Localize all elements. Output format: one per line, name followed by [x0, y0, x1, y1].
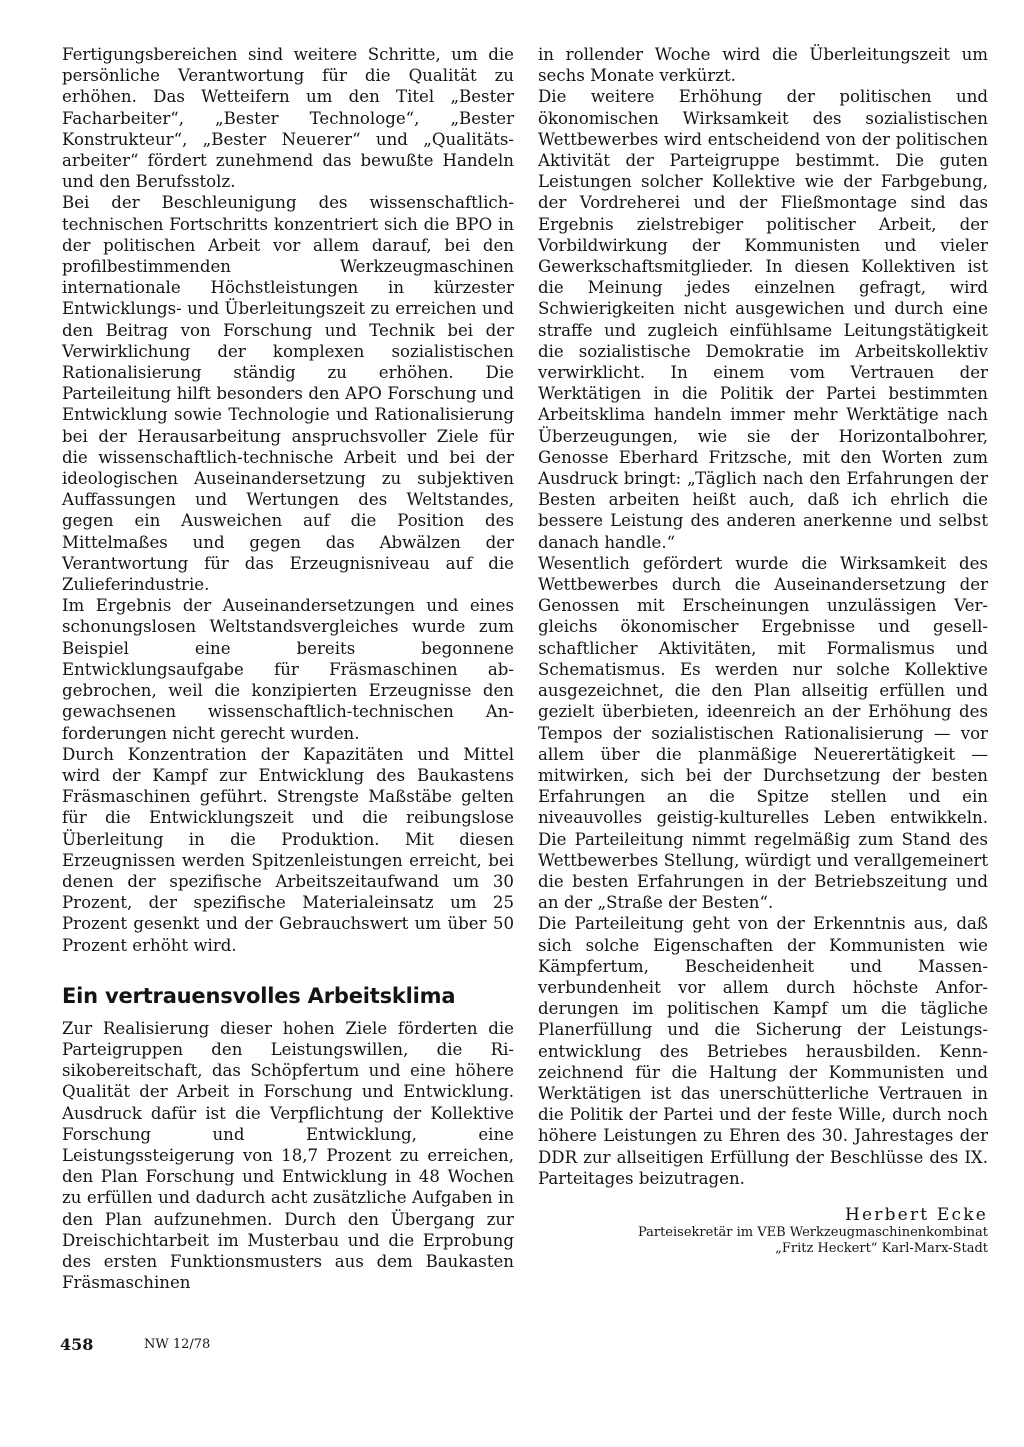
- author-role: Parteisekretär im VEB Werkzeugmaschinenkombinat: [637, 1224, 988, 1240]
- paragraph: Die Parteileitung geht von der Erkenntnis aus, daß sich solche Eigenschaften der Kommunisten wie Kämpfertum, Bescheidenheit und Massenverbundenheit vor allem durch höchste Anforderungen im politischen Kampf um die tägliche Planerfüllung und die Sicherung der Leistungsentwicklung des Betriebes herausbilden. Kennzeichnend für die Haltung der Kommunisten und Werktätigen ist das unerschütterliche Vertrauen in die Politik der Partei und der feste Wille, durch noch höhere Leistungen zu Ehren des 30. Jahrestages der DDR zur allseitigen Erfüllung der Beschlüsse des IX. Parteitages beizutragen.: [538, 914, 988, 1188]
- paragraph: in rollender Woche wird die Überleitungszeit um sechs Monate verkürzt.: [538, 45, 988, 86]
- author-organization: „Fritz Heckert“ Karl-Marx-Stadt: [775, 1240, 988, 1256]
- paragraph: Fertigungsbereichen sind weitere Schritte, um die persönliche Verantwortung für die Qualität zu erhöhen. Das Wetteifern um den Titel „Bester Facharbeiter“, „Bester Technologe“, „Bester Konstrukteur“, „Bester Neuerer“ und „Qualitätsarbeiter“ fördert zunehmend das bewußte Handeln und den Berufsstolz.: [62, 45, 514, 192]
- author-name: Herbert Ecke: [844, 1204, 988, 1225]
- journal-issue: NW 12/78: [144, 1337, 211, 1352]
- paragraph: Zur Realisierung dieser hohen Ziele förderten die Parteigruppen den Leistungswillen, die Risikobereitschaft, das Schöpfertum und eine höhere Qualität der Arbeit in Forschung und Entwicklung. Ausdruck dafür ist die Verpflichtung der Kollektive Forschung und Entwicklung, eine Leistungssteigerung von 18,7 Prozent zu erreichen, den Plan Forschung und Entwicklung in 48 Wochen zu erfüllen und dadurch acht zusätzliche Aufgaben in den Plan aufzunehmen. Durch den Übergang zur Dreischichtarbeit im Musterbau und die Erprobung des ersten Funktionsmusters aus dem Baukasten Fräsmaschinen: [62, 1018, 514, 1293]
- right-column: [538, 44, 988, 1257]
- paragraph: Durch Konzentration der Kapazitäten und Mittel wird der Kampf zur Entwicklung des Baukastens Fräsmaschinen geführt. Strengste Maßstäbe gelten für die Entwicklungszeit und die reibungslose Überleitung in die Produktion. Mit diesen Erzeugnissen werden Spitzenleistungen erreicht, bei denen der spezifische Arbeitszeitaufwand um 30 Prozent, der spezifische Materialeinsatz um 25 Prozent gesenkt und der Gebrauchswert um über 50 Prozent erhöht wird.: [62, 744, 514, 955]
- author-signature: [538, 1205, 988, 1257]
- paragraph: Im Ergebnis der Auseinandersetzungen und eines schonungslosen Weltstandsvergleiches wurde zum Beispiel eine bereits begonnene Entwicklungsaufgabe für Fräsmaschinen abgebrochen, weil die konzipierten Erzeugnisse den gewachsenen wissenschaftlich-technischen Anforderungen nicht gerecht wurden.: [62, 596, 514, 743]
- page-number: 458: [60, 1335, 94, 1354]
- paragraph: Wesentlich gefördert wurde die Wirksamkeit des Wettbewerbes durch die Auseinandersetzung der Genossen mit Erscheinungen unzulässigen Vergleichs ökonomischer Ergebnisse und gesellschaftlicher Aktivitäten, mit Formalismus und Schematismus. Es werden nur solche Kollektive ausgezeichnet, die den Plan allseitig erfüllen und gezielt überbieten, ideenreich an der Erhöhung des Tempos der sozialistischen Rationalisierung — vor allem über die planmäßige Neuerertätigkeit — mitwirken, sich bei der Durchsetzung der besten Erfahrungen an die Spitze stellen und ein niveauvolles geistig-kulturelles Leben entwikkeln. Die Parteileitung nimmt regelmäßig zum Stand des Wettbewerbes Stellung, würdigt und verallgemeinert die besten Erfahrungen in der Betriebszeitung und an der „Straße der Besten“.: [538, 553, 988, 913]
- left-column: [62, 44, 514, 1293]
- paragraph: Die weitere Erhöhung der politischen und ökonomischen Wirksamkeit des sozialistischen Wettbewerbes wird entscheidend von der politischen Aktivität der Parteigruppe bestimmt. Die guten Leistungen solcher Kollektive wie der Farbgebung, der Vordreherei und der Fließmontage sind das Ergebnis zielstrebiger politischer Arbeit, der Vorbildwirkung der Kommunisten und vieler Gewerkschaftsmitglieder. In diesen Kollektiven ist die Meinung jedes einzelnen gefragt, wird Schwierigkeiten nicht ausgewichen und durch eine straffe und zugleich einfühlsame Leitungstätigkeit die sozialistische Demokratie im Arbeitskollektiv verwirklicht. In einem vom Vertrauen der Werktätigen in die Politik der Partei bestimmten Arbeitsklima handeln immer mehr Werktätige nach Überzeugungen, wie sie der Horizontalbohrer, Genosse Eberhard Fritzsche, mit den Worten zum Ausdruck bringt: „Täglich nach den Erfahrungen der Besten arbeiten heißt auch, daß ich ehrlich die bessere Leistung des anderen anerkenne und selbst danach handle.“: [538, 87, 988, 552]
- section-heading: Ein vertrauensvolles Arbeitsklima: [62, 983, 456, 1008]
- paragraph: Bei der Beschleunigung des wissenschaftlich-technischen Fortschritts konzentriert sich die BPO in der politischen Arbeit vor allem darauf, bei den profilbestimmenden Werkzeugmaschinen internationale Höchstleistungen in kürzester Entwicklungs- und Überleitungszeit zu erreichen und den Beitrag von Forschung und Technik bei der Verwirklichung der komplexen sozialistischen Rationalisierung ständig zu erhöhen. Die Parteileitung hilft besonders den APO Forschung und Entwicklung sowie Technologie und Rationalisierung bei der Herausarbeitung anspruchsvoller Ziele für die wissenschaftlich-technische Arbeit und bei der ideologischen Auseinandersetzung zu subjektiven Auffassungen und Wertungen des Weltstandes, gegen ein Ausweichen auf die Position des Mittelmaßes und gegen das Abwälzen der Verantwortung für das Erzeugnisniveau auf die Zulieferindustrie.: [62, 193, 514, 595]
